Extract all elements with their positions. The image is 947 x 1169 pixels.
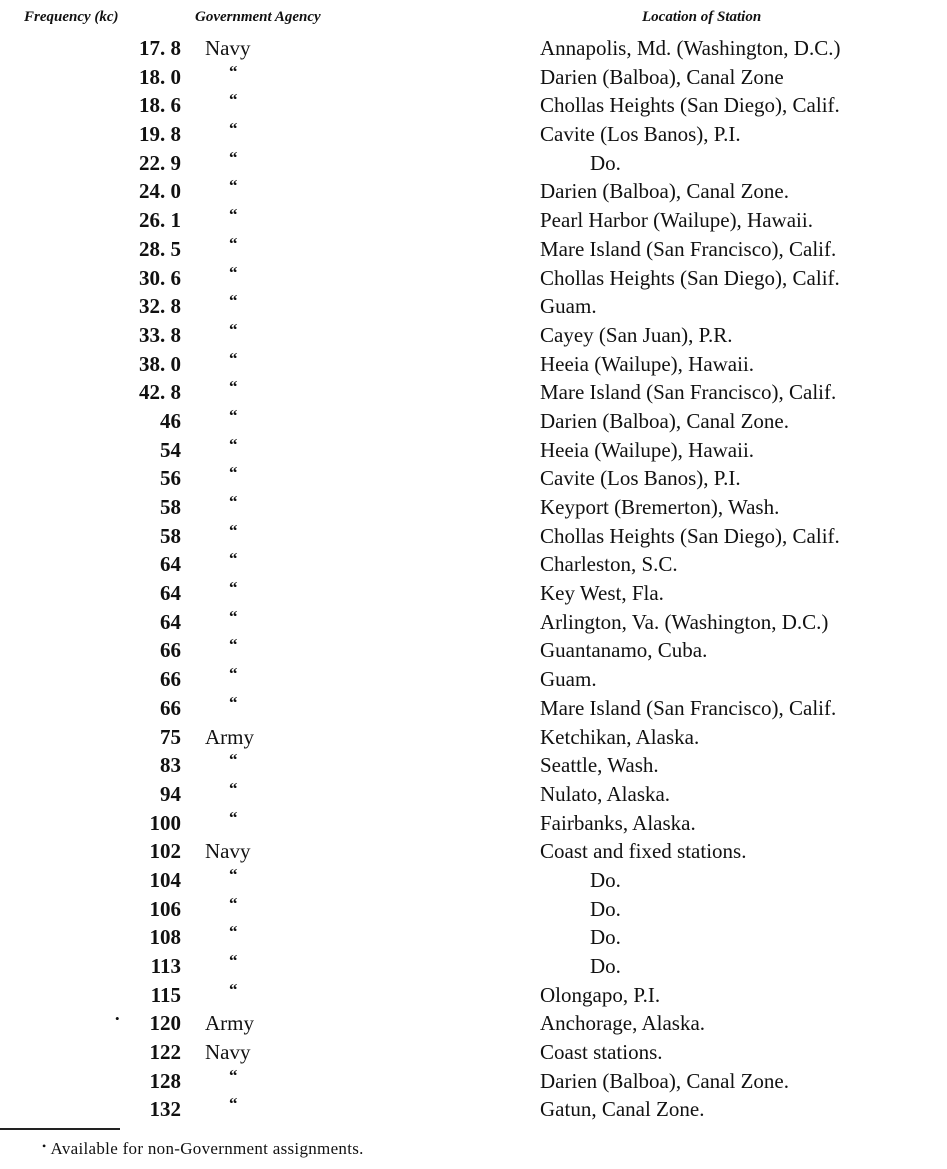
table-row [0,1038,947,1067]
agency-cell: “ [229,61,238,81]
frequency-cell: 19. 8 [139,122,181,147]
table-row [0,952,947,981]
location-cell: Darien (Balboa), Canal Zone. [540,179,789,204]
agency-cell: “ [229,520,238,540]
frequency-cell: 33. 8 [139,322,181,347]
location-cell: Do. [590,867,621,892]
agency-cell: Navy [205,1040,251,1065]
agency-cell: “ [229,864,238,884]
location-cell: Cavite (Los Banos), P.I. [540,466,741,491]
table-row [0,177,947,206]
table-row [0,464,947,493]
frequency-cell: 64 [160,581,181,606]
table-row [0,694,947,723]
location-cell: Heeia (Wailupe), Hawaii. [540,437,755,462]
agency-cell: “ [229,922,238,942]
location-cell: Keyport (Bremerton), Wash. [540,495,780,519]
location-cell: Chollas Heights (San Diego), Calif. [540,523,840,548]
table-row [0,809,947,838]
agency-cell: “ [229,549,238,569]
agency-cell: “ [229,90,238,110]
agency-cell: “ [229,463,238,483]
frequency-cell: 42. 8 [139,380,181,405]
agency-cell: “ [229,405,238,425]
footnote-text: Available for non-Government assignments. [50,1139,364,1158]
table-row [0,350,947,379]
location-cell: Do. [590,896,621,921]
agency-cell: “ [229,606,238,626]
frequency-cell: 24. 0 [139,179,181,204]
location-cell: Do. [590,954,621,978]
agency-cell: “ [229,750,238,770]
frequency-cell: 132 [149,1097,181,1122]
table-row [0,34,947,63]
table-row [0,63,947,92]
location-cell: Ketchikan, Alaska. [540,724,700,749]
location-cell: Chollas Heights (San Diego), Calif. [540,93,840,118]
agency-cell: “ [229,664,238,684]
agency-cell: “ [229,492,238,511]
table-row [0,780,947,809]
agency-cell: “ [229,951,238,970]
frequency-cell: 28. 5 [139,236,181,261]
frequency-cell: 94 [160,781,181,806]
table-row [0,235,947,264]
frequency-cell: 83 [160,753,181,778]
agency-cell: “ [229,1094,238,1114]
frequency-cell: 54 [160,437,181,462]
table-row [0,120,947,149]
table-row [0,1095,947,1124]
agency-cell: “ [229,893,238,913]
agency-cell: “ [229,205,238,225]
frequency-cell: 106 [149,896,181,921]
location-cell: Darien (Balboa), Canal Zone. [540,408,789,433]
agency-cell: “ [229,291,238,311]
table-row [0,579,947,608]
location-cell: Mare Island (San Francisco), Calif. [540,236,837,261]
table-row [0,751,947,780]
agency-cell: “ [229,119,238,139]
header-frequency: Frequency (kc) [24,9,119,25]
location-cell: Guantanamo, Cuba. [540,638,708,663]
location-cell: Nulato, Alaska. [540,781,671,806]
table-row [0,493,947,522]
frequency-cell: 102 [149,839,181,864]
location-cell: Olongapo, P.I. [540,982,661,1007]
location-cell: Do. [590,925,621,950]
agency-cell: “ [229,979,238,999]
agency-cell: “ [229,807,238,827]
location-cell: Fairbanks, Alaska. [540,810,696,835]
frequency-cell: 32. 8 [139,294,181,319]
location-cell: Guam. [540,294,597,319]
frequency-cell: 66 [160,638,181,663]
frequency-cell: 120 [149,1011,181,1036]
location-cell: Heeia (Wailupe), Hawaii. [540,351,755,376]
location-cell: Darien (Balboa), Canal Zone [540,64,784,89]
agency-cell: “ [229,377,238,397]
frequency-cell: 115 [150,982,181,1007]
location-cell: Do. [590,150,621,175]
frequency-cell: 22. 9 [139,150,181,175]
table-row [0,837,947,866]
location-cell: Pearl Harbor (Wailupe), Hawaii. [540,208,813,233]
frequency-cell: 58 [160,523,181,548]
agency-cell: “ [229,319,238,339]
frequency-cell: 58 [160,495,181,519]
table-row [0,206,947,235]
frequency-cell: 38. 0 [139,351,181,376]
table-row [0,378,947,407]
frequency-cell: 18. 6 [139,93,181,118]
table-row [0,522,947,551]
frequency-cell: 122 [149,1040,181,1065]
frequency-cell: 56 [160,466,181,491]
footnote-mark: • [42,1139,47,1153]
frequency-cell: 66 [160,667,181,692]
location-cell: Darien (Balboa), Canal Zone. [540,1068,789,1093]
frequency-cell: 18. 0 [139,64,181,89]
footnote-reference-mark: • [115,1011,120,1027]
table-row [0,1067,947,1096]
table-row [0,923,947,952]
footnote [42,1139,364,1159]
frequency-table [0,34,947,1124]
location-cell: Coast and fixed stations. [540,839,747,864]
table-row [0,665,947,694]
agency-cell: Navy [205,839,251,864]
agency-cell: Army [205,724,254,749]
table-row [0,292,947,321]
frequency-cell: 64 [160,609,181,634]
agency-cell: “ [229,262,238,282]
agency-cell: “ [229,1065,238,1085]
frequency-cell: 64 [160,552,181,577]
location-cell: Key West, Fla. [540,581,664,606]
frequency-cell: 113 [150,954,181,978]
frequency-cell: 26. 1 [139,208,181,233]
table-row [0,550,947,579]
location-cell: Arlington, Va. (Washington, D.C.) [540,609,829,634]
table-row [0,895,947,924]
location-cell: Mare Island (San Francisco), Calif. [540,695,837,720]
location-cell: Anchorage, Alaska. [540,1011,706,1036]
table-row [0,981,947,1010]
agency-cell: “ [229,348,238,368]
frequency-cell: 17. 8 [139,36,181,60]
location-cell: Annapolis, Md. (Washington, D.C.) [540,36,841,60]
frequency-cell: 104 [149,867,181,892]
location-cell: Mare Island (San Francisco), Calif. [540,380,837,405]
table-row [0,608,947,637]
table-row [0,866,947,895]
frequency-cell: 108 [149,925,181,950]
location-cell: Cayey (San Juan), P.R. [540,322,733,347]
agency-cell: Army [205,1011,254,1036]
frequency-cell: 75 [160,724,181,749]
footnote-rule [0,1128,120,1130]
agency-cell: “ [229,692,238,712]
location-cell: Guam. [540,667,597,692]
table-row [0,436,947,465]
frequency-cell: 66 [160,695,181,720]
frequency-cell: 128 [149,1068,181,1093]
frequency-cell: 100 [149,810,181,835]
frequency-cell: 46 [160,408,181,433]
location-cell: Coast stations. [540,1040,663,1065]
frequency-cell: 30. 6 [139,265,181,290]
agency-cell: “ [229,147,238,167]
location-cell: Gatun, Canal Zone. [540,1097,705,1122]
table-row [0,1009,947,1038]
agency-cell: “ [229,578,238,598]
agency-cell: “ [229,176,238,196]
agency-cell: “ [229,778,238,798]
table-row [0,91,947,120]
table-row [0,264,947,293]
table-row [0,321,947,350]
location-cell: Chollas Heights (San Diego), Calif. [540,265,840,290]
location-cell: Cavite (Los Banos), P.I. [540,122,741,147]
agency-cell: “ [229,434,238,454]
agency-cell: Navy [205,36,251,60]
agency-cell: “ [229,233,238,253]
header-location: Location of Station [642,9,762,25]
table-row [0,407,947,436]
agency-cell: “ [229,635,238,655]
table-row [0,723,947,752]
table-row [0,149,947,178]
location-cell: Seattle, Wash. [540,753,659,778]
location-cell: Charleston, S.C. [540,552,678,577]
header-agency: Government Agency [195,9,321,25]
table-row [0,636,947,665]
